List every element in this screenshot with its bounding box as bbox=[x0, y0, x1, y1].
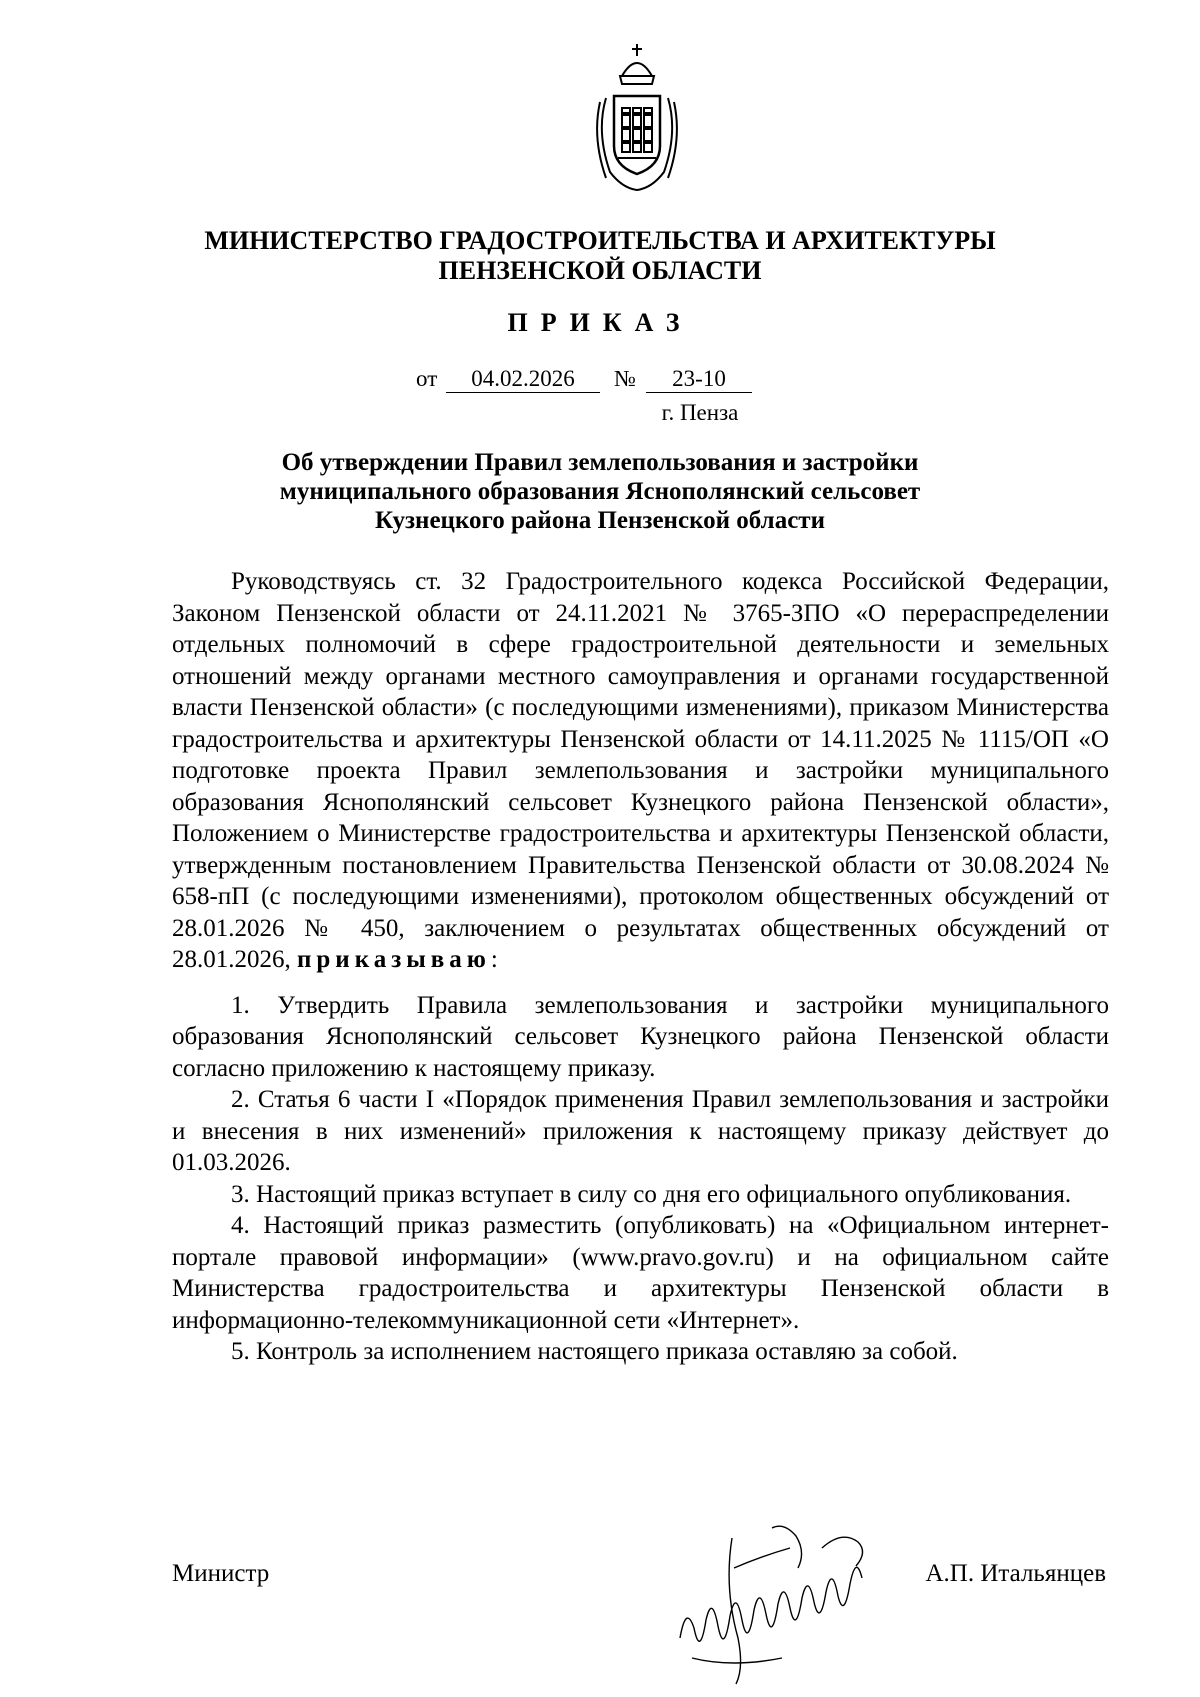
ministry-title-line2: ПЕНЗЕНСКОЙ ОБЛАСТИ bbox=[438, 256, 762, 285]
order-item-4: 4. Настоящий приказ разместить (опубликовать) на «Официальном интернет-портале правовой информации» (www.pravo.gov.ru) и на официальном сайте Министерства градостроительства и архитектуры Пензенской области в информационно-телекоммуникационной сети «Интернет». bbox=[172, 1212, 1109, 1334]
order-subject-line2: муниципального образования Яснополянский сельсовет bbox=[279, 478, 921, 505]
ministry-title bbox=[0, 226, 1200, 286]
order-body bbox=[172, 566, 1109, 1368]
preamble-text: Руководствуясь ст. 32 Градостроительного кодекса Российской Федерации, Законом Пензенской области от 24.11.2021 № 3765-ЗПО «О перераспределении отдельных полномочий в сфере градостроительной деятельности и земельных отношений между органами местного самоуправления и органами государственной власти Пензенской области» (с последующими изменениями), приказом Министерства градостроительства и архитектуры Пензенской области от 14.11.2025 № 1115/ОП «О подготовке проекта Правил землепользования и застройки муниципального образования Яснополянский сельсовет Кузнецкого района Пензенской области», Положением о Министерстве градостроительства и архитектуры Пензенской области, утвержденным постановлением Правительства Пензенской области от 30.08.2024 № 658-пП (с последующими изменениями), протоколом общественных обсуждений от 28.01.2026 № 450, заключением о результатах общественных обсуждений от 28.01.2026, bbox=[172, 568, 1109, 973]
document-type: ПРИКАЗ bbox=[507, 308, 693, 337]
signatory-position: Министр bbox=[172, 1560, 270, 1587]
order-item-3: 3. Настоящий приказ вступает в силу со дня его официального опубликования. bbox=[231, 1180, 1072, 1208]
coat-of-arms-icon bbox=[592, 42, 682, 192]
order-subject-line1: Об утверждении Правил землепользования и застройки bbox=[281, 449, 919, 476]
handwritten-signature bbox=[672, 1508, 882, 1688]
preamble-paragraph bbox=[172, 566, 1109, 976]
document-number: 23-10 bbox=[646, 366, 752, 393]
order-subject-line3: Кузнецкого района Пензенской области bbox=[375, 507, 825, 534]
order-item-5: 5. Контроль за исполнением настоящего приказа оставляю за собой. bbox=[231, 1338, 958, 1365]
preamble-colon: : bbox=[490, 946, 498, 973]
order-item-1: 1. Утвердить Правила землепользования и застройки муниципального образования Яснополянский сельсовет Кузнецкого района Пензенской области согласно приложению к настоящему приказу. bbox=[172, 991, 1109, 1082]
ministry-title-line1: МИНИСТЕРСТВО ГРАДОСТРОИТЕЛЬСТВА И АРХИТЕКТУРЫ bbox=[204, 226, 996, 255]
order-word: приказываю bbox=[297, 946, 491, 973]
document-date: 04.02.2026 bbox=[446, 366, 600, 393]
order-subject bbox=[0, 448, 1200, 535]
city: г. Пенза bbox=[661, 400, 739, 425]
order-item-2: 2. Статья 6 части I «Порядок применения Правил землепользования и застройки и внесения в них изменений» приложения к настоящему приказу действует до 01.03.2026. bbox=[172, 1086, 1109, 1176]
from-label: от bbox=[416, 366, 438, 391]
signatory-name: А.П. Итальянцев bbox=[925, 1560, 1106, 1587]
number-label: № bbox=[614, 366, 636, 391]
